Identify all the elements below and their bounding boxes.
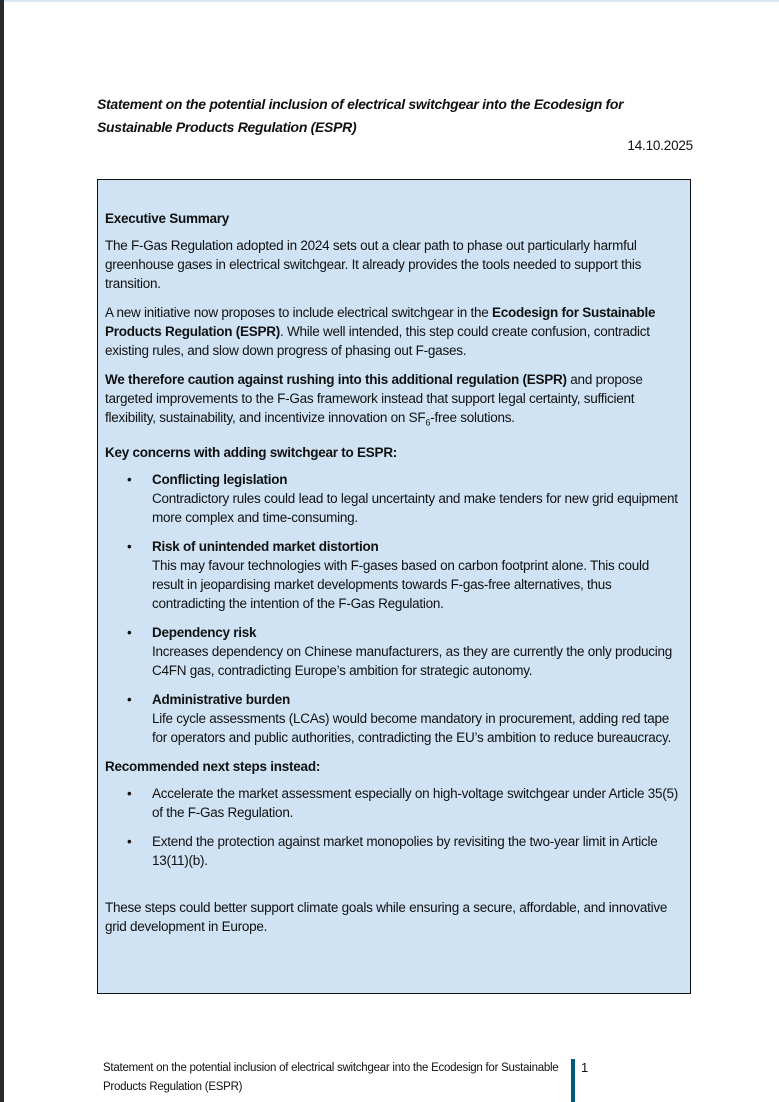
next-steps-list	[105, 784, 683, 870]
bullet-icon: •	[127, 538, 132, 554]
bullet-icon: •	[127, 471, 132, 487]
step-text: Accelerate the market assessment especially on high-voltage switchgear under Article 35(5) of the F-Gas Regulation.	[152, 785, 679, 820]
bullet-icon: •	[127, 833, 132, 849]
footer-title: Statement on the potential inclusion of electrical switchgear into the Ecodesign for Sustainable Products Regulation (ESPR)	[103, 1062, 559, 1093]
concern-text: This may favour technologies with F-gases based on carbon footprint alone. This could result in jeopardising market developments towards F-gas-free alternatives, thus contradicting the intention of the F-Gas Regulation.	[152, 557, 650, 611]
caution-bold: We therefore caution against rushing into this additional regulation (ESPR)	[105, 372, 567, 387]
concern-text: Life cycle assessments (LCAs) would become mandatory in procurement, adding red tape for operators and public authorities, contradicting the EU’s ambition to reduce bureaucracy.	[152, 710, 672, 745]
summary-paragraph-2	[105, 303, 683, 360]
page-number: 1	[581, 1060, 589, 1075]
footer-accent-bar	[571, 1059, 575, 1102]
closing-paragraph: These steps could better support climate goals while ensuring a secure, affordable, and innovative grid development in Europe.	[105, 899, 668, 934]
bullet-icon: •	[127, 691, 132, 707]
window-left-edge	[0, 0, 4, 1102]
next-steps-heading: Recommended next steps instead:	[105, 758, 321, 774]
executive-summary-box	[97, 179, 691, 994]
executive-summary-heading: Executive Summary	[105, 211, 230, 226]
concern-text: Increases dependency on Chinese manufacturers, as they are currently the only producing C4FN gas, contradicting Europe’s ambition for strategic autonomy.	[152, 643, 673, 678]
step-item	[105, 784, 683, 822]
text-span: -free solutions.	[430, 410, 515, 425]
concern-item	[105, 623, 683, 680]
espr-bold: Ecodesign for Sustainable Products Regulation (ESPR)	[105, 305, 656, 339]
summary-paragraph-1: The F-Gas Regulation adopted in 2024 sets out a clear path to phase out particularly harmful greenhouse gases in electrical switchgear. It already provides the tools needed to support this transition.	[105, 238, 642, 291]
concern-title: Dependency risk	[152, 624, 257, 640]
bullet-icon: •	[127, 624, 132, 640]
text-span: A new initiative now proposes to include electrical switchgear in the	[105, 305, 492, 320]
concerns-list	[105, 470, 683, 747]
concerns-heading: Key concerns with adding switchgear to ESPR:	[105, 444, 398, 460]
text-span: and propose targeted improvements to the F-Gas framework instead that support legal certainty, sufficient flexibility, sustainability, and incentivize innovation on SF	[105, 372, 643, 425]
concern-item	[105, 470, 683, 527]
page-top-border	[4, 0, 779, 2]
concern-title: Conflicting legislation	[152, 471, 288, 487]
step-text: Extend the protection against market monopolies by revisiting the two-year limit in Article 13(11)(b).	[152, 833, 658, 868]
concern-text: Contradictory rules could lead to legal uncertainty and make tenders for new grid equipment more complex and time-consuming.	[152, 490, 678, 525]
bullet-icon: •	[127, 785, 132, 801]
subscript: 6	[425, 417, 431, 428]
document-date: 14.10.2025	[627, 138, 693, 153]
concern-item	[105, 537, 683, 613]
document-title: Statement on the potential inclusion of electrical switchgear into the Ecodesign for Sustainable Products Regulation (ESPR)	[97, 96, 624, 135]
concern-title: Administrative burden	[152, 691, 291, 707]
step-item	[105, 832, 683, 870]
spacer	[105, 880, 683, 898]
concern-title: Risk of unintended market distortion	[152, 538, 379, 554]
text-span: . While well intended, this step could create confusion, contradict existing rules, and slow down progress of phasing out F-gases.	[105, 324, 650, 358]
concern-item	[105, 690, 683, 747]
summary-paragraph-3	[105, 370, 683, 433]
